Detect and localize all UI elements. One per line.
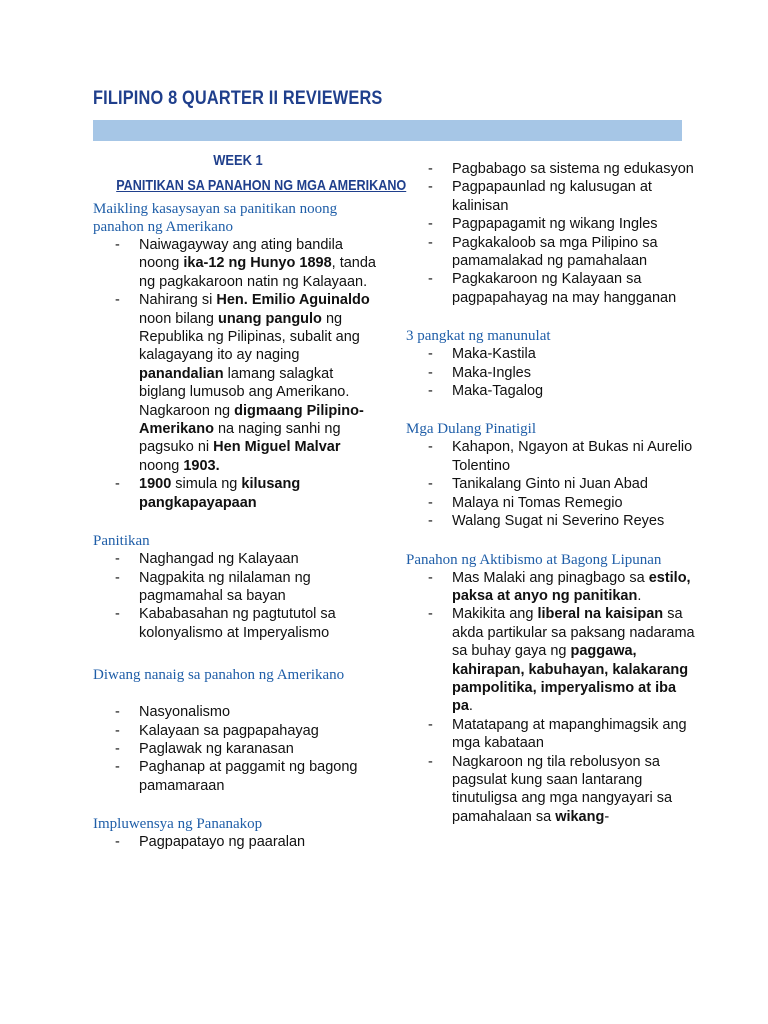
list-item: - Pagkakaroon ng Kalayaan sa pagpapahayag na may hangganan	[406, 270, 696, 307]
list-impluwensya	[93, 833, 383, 851]
list-item: - Walang Sugat ni Severino Reyes	[406, 512, 696, 530]
list-item: - Nagkaroon ng tila rebolusyon sa pagsulat kung saan lantarang tinutuligsa ang mga nangyayari sa pamahalaan sa wikang-	[406, 753, 696, 827]
list-item: - Matatapang at mapanghimagsik ang mga kabataan	[406, 716, 696, 753]
list-item: - Maka-Tagalog	[406, 382, 696, 400]
heading-dulang-pinatigil: Mga Dulang Pinatigil	[406, 421, 536, 438]
heading-maikling-kasaysayan: Maikling kasaysayan sa panitikan noong panahon ng Amerikano	[93, 201, 338, 235]
list-item: - Kalayaan sa pagpapahayag	[93, 722, 383, 740]
list-item: - Tanikalang Ginto ni Juan Abad	[406, 475, 696, 493]
list-diwang-nanaig	[93, 703, 383, 795]
list-item: - Maka-Kastila	[406, 345, 696, 363]
list-impluwensya-continued	[406, 160, 696, 307]
list-item: - Nahirang si Hen. Emilio Aguinaldo noon bilang unang pangulo ng Republika ng Pilipinas, subalit ang kalagayang ito ay naging panandalian lamang salagkat biglang lumusob ang Amerikano.	[93, 291, 383, 401]
heading-pangkat-manunulat: 3 pangkat ng manunulat	[406, 328, 551, 345]
heading-diwang-nanaig: Diwang nanaig sa panahon ng Amerikano	[93, 667, 345, 684]
list-dulang-pinatigil	[406, 438, 696, 530]
list-item: - Pagkakaloob sa mga Pilipino sa pamamalakad ng pamahalaan	[406, 234, 696, 271]
list-item: - Pagpapatayo ng paaralan	[93, 833, 383, 851]
heading-impluwensya: Impluwensya ng Pananakop	[93, 816, 263, 833]
list-item: - Nagpakita ng nilalaman ng pagmamahal sa bayan	[93, 569, 383, 606]
header-band	[93, 120, 682, 141]
list-item: - Mas Malaki ang pinagbago sa estilo, paksa at anyo ng panitikan.	[406, 569, 696, 606]
list-item: - Malaya ni Tomas Remegio	[406, 494, 696, 512]
list-panitikan	[93, 550, 383, 642]
week-label: WEEK 1	[213, 152, 263, 169]
list-item: - Makikita ang liberal na kaisipan sa akda partikular sa paksang nadarama sa buhay gaya ng paggawa, kahirapan, kabuhayan, kalakarang pampolitika, imperyalismo at iba pa.	[406, 605, 696, 715]
section-title: PANITIKAN SA PANAHON NG MGA AMERIKANO	[116, 177, 407, 194]
list-item: - Kahapon, Ngayon at Bukas ni Aurelio Tolentino	[406, 438, 696, 475]
list-item: - Pagpapaunlad ng kalusugan at kalinisan	[406, 178, 696, 215]
right-column	[406, 160, 696, 826]
list-item: - Kababasahan ng pagtututol sa kolonyalismo at Imperyalismo	[93, 605, 383, 642]
list-item: - Pagbabago sa sistema ng edukasyon	[406, 160, 696, 178]
list-item: Nagkaroon ng digmaang Pilipino-Amerikano na naging sanhi ng pagsuko ni Hen Miguel Malvar noong 1903.	[139, 402, 364, 474]
list-pangkat-manunulat	[406, 345, 696, 400]
left-column	[93, 152, 407, 852]
list-item: - Maka-Ingles	[406, 364, 696, 382]
document-title: FILIPINO 8 QUARTER II REVIEWERS	[93, 88, 383, 109]
list-item: - Paghanap at paggamit ng bagong pamamaraan	[93, 758, 383, 795]
list-item: - Naiwagayway ang ating bandila noong ika-12 ng Hunyo 1898, tanda ng pagkakaroon natin ng Kalayaan.	[93, 236, 383, 291]
list-maikling-kasaysayan	[93, 236, 383, 512]
list-item: - Pagpapagamit ng wikang Ingles	[406, 215, 696, 233]
list-item: - Paglawak ng karanasan	[93, 740, 383, 758]
heading-panitikan: Panitikan	[93, 533, 150, 550]
list-aktibismo	[406, 569, 696, 827]
heading-aktibismo: Panahon ng Aktibismo at Bagong Lipunan	[406, 551, 662, 568]
list-item: - 1900 simula ng kilusang pangkapayapaan	[93, 475, 383, 512]
list-item: - Naghangad ng Kalayaan	[93, 550, 383, 568]
list-item: - Nasyonalismo	[93, 703, 383, 721]
